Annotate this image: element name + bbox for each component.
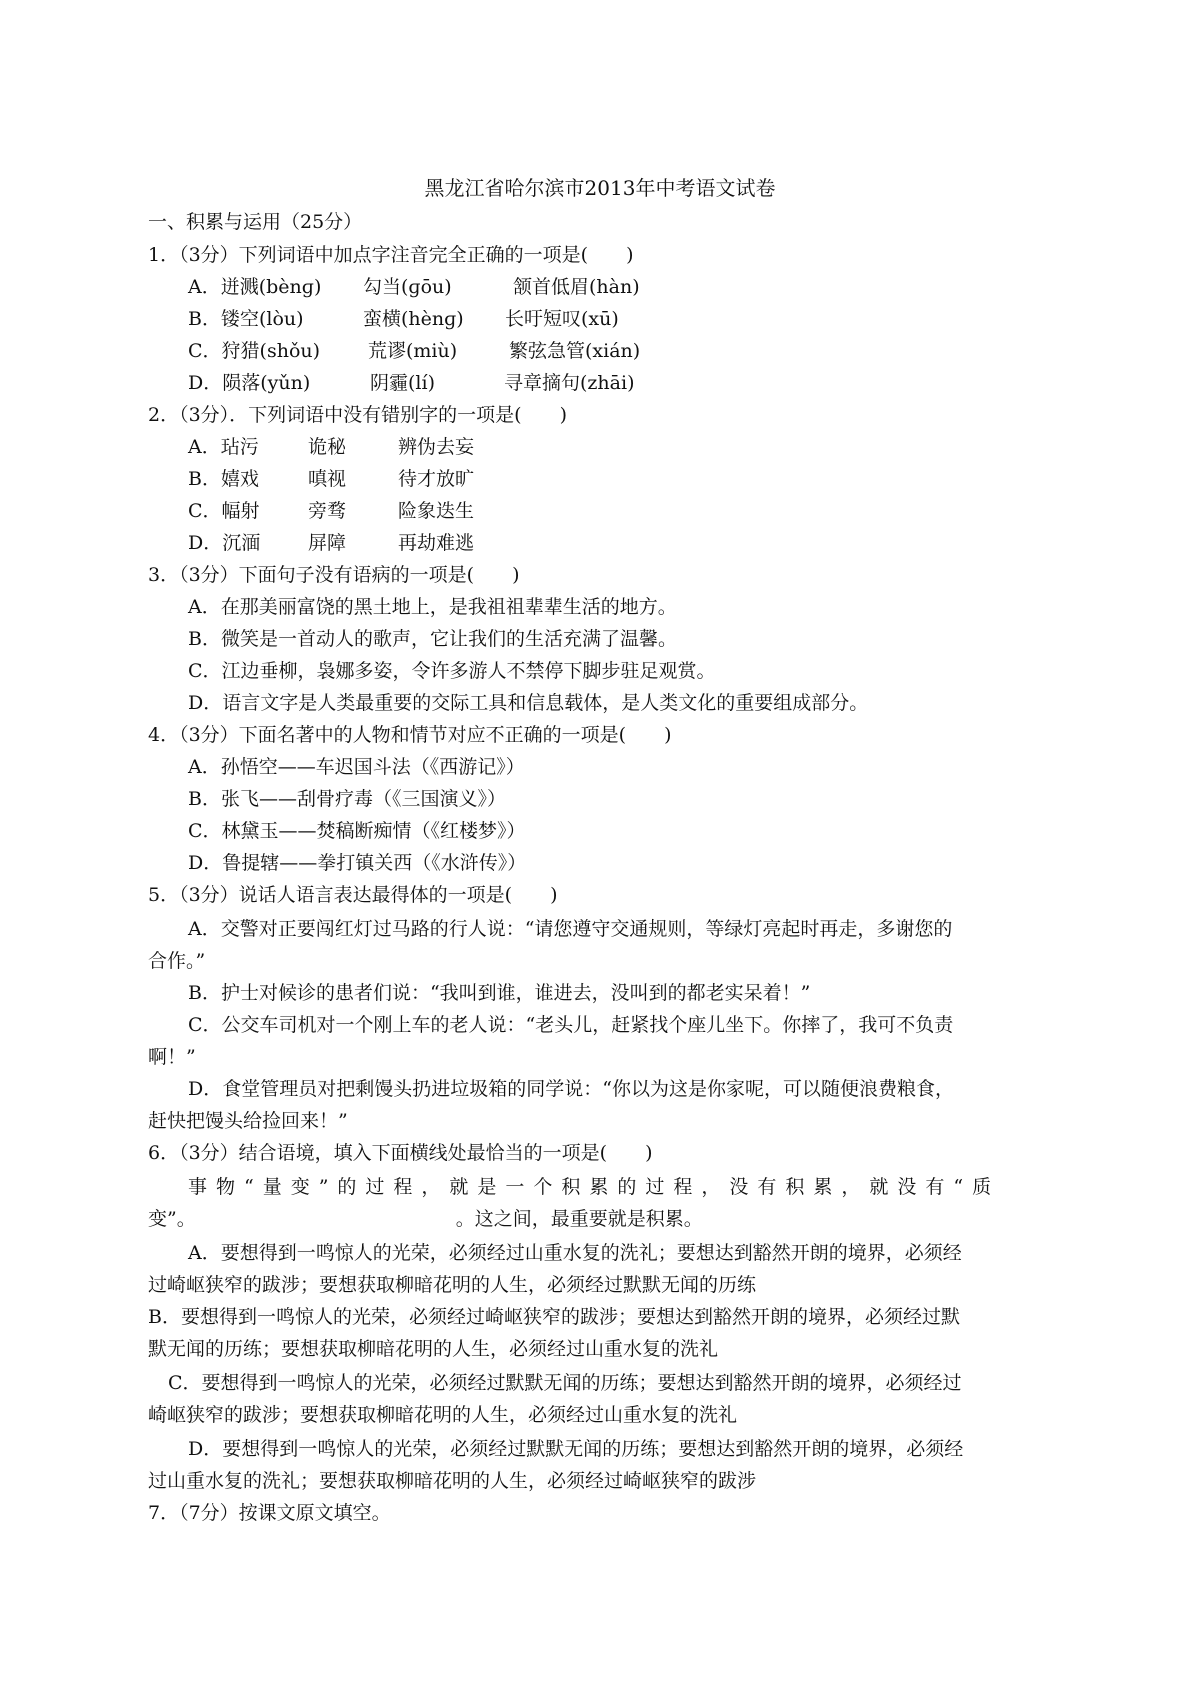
question-5-option-b: B．护士对候诊的患者们说：“我叫到谁，谁进去，没叫到的都老实呆着！” (188, 982, 811, 1004)
question-2-stem: 2．（3分）．下列词语中没有错别字的一项是( ) (148, 404, 568, 426)
question-4-option-a: A．孙悟空——车迟国斗法（《西游记》） (188, 756, 525, 778)
question-5-option-d-cont: 赶快把馒头给捡回来！” (148, 1110, 348, 1132)
question-3-option-c: C．江边垂柳，袅娜多姿，令许多游人不禁停下脚步驻足观赏。 (188, 660, 716, 682)
question-6-option-c-cont: 崎岖狭窄的跋涉；要想获取柳暗花明的人生，必须经过山重水复的洗礼 (148, 1404, 738, 1426)
question-6-option-d: D．要想得到一鸣惊人的光荣，必须经过默默无闻的历练；要想达到豁然开朗的境界，必须经 (188, 1438, 964, 1460)
question-6-option-a-cont: 过崎岖狭窄的跋涉；要想获取柳暗花明的人生，必须经过默默无闻的历练 (148, 1274, 757, 1296)
question-6-option-c: C．要想得到一鸣惊人的光荣，必须经过默默无闻的历练；要想达到豁然开朗的境界，必须经过 (168, 1372, 962, 1394)
question-5-option-a: A．交警对正要闯红灯过马路的行人说：“请您遵守交通规则，等绿灯亮起时再走，多谢您的 (188, 918, 953, 940)
question-4-option-c: C．林黛玉——焚稿断痴情（《红楼梦》） (188, 820, 526, 842)
question-4-option-b: B．张飞——刮骨疗毒（《三国演义》） (188, 788, 506, 810)
question-6-option-b: B．要想得到一鸣惊人的光荣，必须经过崎岖狭窄的跋涉；要想达到豁然开朗的境界，必须经过默 (148, 1306, 960, 1328)
question-5-option-c-cont: 啊！” (148, 1046, 196, 1068)
question-5-stem: 5．（3分）说话人语言表达最得体的一项是( ) (148, 884, 558, 906)
question-6-passage-cont: 变”。 。这之间，最重要就是积累。 (148, 1208, 703, 1230)
page-title: 黑龙江省哈尔滨市2013年中考语文试卷 (424, 176, 776, 200)
question-4-stem: 4．（3分）下面名著中的人物和情节对应不正确的一项是( ) (148, 724, 672, 746)
exam-page: 黑龙江省哈尔滨市2013年中考语文试卷 一、积累与运用（25分） 1．（3分）下列词语中加点字注音完全正确的一项是( ) A．迸溅(bènɡ) 勾当(ɡōu) 颔首低眉(hàn) B．镂空(lòu) 蛮横(hènɡ) 长吁短叹(xū) C．狩猎(shǒu) 荒谬(miù) 繁弦急管(xián) D．陨落(yǔn) 阴霾(lí) 寻章摘句(zhāi) 2．（3分）．下列词语中没有错别字的一项是( ) A．玷污 诡秘 辨伪去妄 B．嬉戏 嗔视 待才放旷 C．幅射 旁骛 险象迭生 D．沉湎 屏障 再劫难逃 3．（3分）下面句子没有语病的一项是( ) A．在那美丽富饶的黑土地上，是我祖祖辈辈生活的地方。 B．微笑是一首动人的歌声，它让我们的生活充满了温馨。 C．江边垂柳，袅娜多姿，令许多游人不禁停下脚步驻足观赏。 D．语言文字是人类最重要的交际工具和信息载体，是人类文化的重要组成部分。 4．（3分）下面名著中的人物和情节对应不正确的一项是( ) A．孙悟空——车迟国斗法（《西游记》） B．张飞——刮骨疗毒（《三国演义》） C．林黛玉——焚稿断痴情（《红楼梦》） D．鲁提辖——拳打镇关西（《水浒传》） 5．（3分）说话人语言表达最得体的一项是( ) A．交警对正要闯红灯过马路的行人说：“请您遵守交通规则，等绿灯亮起时再走，多谢您的 合作。” B．护士对候诊的患者们说：“我叫到谁，谁进去，没叫到的都老实呆着！” C．公交车司机对一个刚上车的老人说：“老头儿，赶紧找个座儿坐下。你摔了，我可不负责 啊！” D．食堂管理员对把剩馒头扔进垃圾箱的同学说：“你以为这是你家呢，可以随便浪费粮食， 赶快把馒头给捡回来！” 6．（3分）结合语境，填入下面横线处最恰当的一项是( ) 事物“量变”的过程，就是一个积累的过程，没有积累，就没有“质 变”。 。这之间，最重要就是积累。 A．要想得到一鸣惊人的光荣，必须经过山重水复的洗礼；要想达到豁然开朗的境界，必须经 过崎岖狭窄的跋涉；要想获取柳暗花明的人生，必须经过默默无闻的历练 B．要想得到一鸣惊人的光荣，必须经过崎岖狭窄的跋涉；要想达到豁然开朗的境界，必须经过默 默无闻的历练；要想获取柳暗花明的人生，必须经过山重水复的洗礼 C．要想得到一鸣惊人的光荣，必须经过默默无闻的历练；要想达到豁然开朗的境界，必须经过 崎岖狭窄的跋涉；要想获取柳暗花明的人生，必须经过山重水复的洗礼 D．要想得到一鸣惊人的光荣，必须经过默默无闻的历练；要想达到豁然开朗的境界，必须经 过山重水复的洗礼；要想获取柳暗花明的人生，必须经过崎岖狭窄的跋涉 7．（7分）按课文原文填空。 (0, 0, 1200, 1698)
question-4-option-d: D．鲁提辖——拳打镇关西（《水浒传》） (188, 852, 527, 874)
question-3-option-b: B．微笑是一首动人的歌声，它让我们的生活充满了温馨。 (188, 628, 677, 650)
question-5-option-a-cont: 合作。” (148, 950, 206, 972)
question-6-option-d-cont: 过山重水复的洗礼；要想获取柳暗花明的人生，必须经过崎岖狭窄的跋涉 (148, 1470, 757, 1492)
question-1-stem: 1．（3分）下列词语中加点字注音完全正确的一项是( ) (148, 244, 634, 266)
question-6-option-a: A．要想得到一鸣惊人的光荣，必须经过山重水复的洗礼；要想达到豁然开朗的境界，必须经 (188, 1242, 962, 1264)
question-6-option-b-cont: 默无闻的历练；要想获取柳暗花明的人生，必须经过山重水复的洗礼 (148, 1338, 719, 1360)
question-6-stem: 6．（3分）结合语境，填入下面横线处最恰当的一项是( ) (148, 1142, 653, 1164)
question-5-option-c: C．公交车司机对一个刚上车的老人说：“老头儿，赶紧找个座儿坐下。你摔了，我可不负责 (188, 1014, 954, 1036)
question-3-option-a: A．在那美丽富饶的黑土地上，是我祖祖辈辈生活的地方。 (188, 596, 677, 618)
question-6-passage: 事物“量变”的过程，就是一个积累的过程，没有积累，就没有“质 (188, 1176, 1001, 1198)
question-3-option-d: D．语言文字是人类最重要的交际工具和信息载体，是人类文化的重要组成部分。 (188, 692, 869, 714)
section-heading: 一、积累与运用（25分） (148, 211, 363, 233)
question-5-option-d: D．食堂管理员对把剩馒头扔进垃圾箱的同学说：“你以为这是你家呢，可以随便浪费粮食， (188, 1078, 954, 1100)
question-7-stem: 7．（7分）按课文原文填空。 (148, 1502, 391, 1524)
question-3-stem: 3．（3分）下面句子没有语病的一项是( ) (148, 564, 520, 586)
